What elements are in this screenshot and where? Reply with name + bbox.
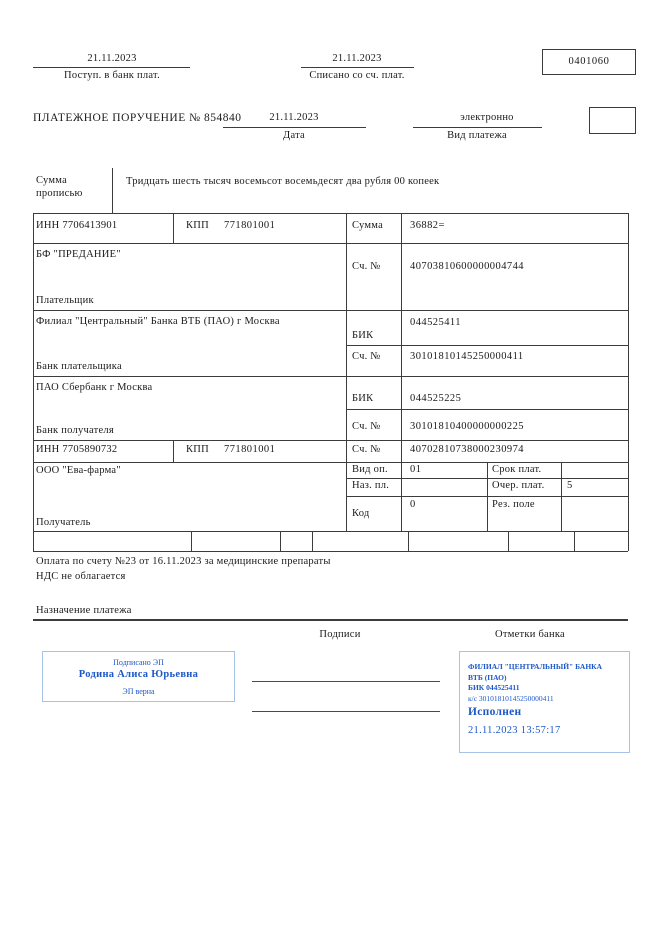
esignature-stamp-line-1: Подписано ЭП bbox=[113, 658, 164, 667]
payer-account-label: Сч. № bbox=[352, 261, 381, 272]
signature-line-2 bbox=[252, 711, 440, 712]
amount-label: Сумма bbox=[352, 220, 383, 231]
payer-inn: ИНН 7706413901 bbox=[36, 220, 118, 231]
grid-line bbox=[628, 213, 629, 551]
payer-section-label: Плательщик bbox=[36, 295, 94, 306]
payee-section-label: Получатель bbox=[36, 517, 91, 528]
grid-line bbox=[33, 462, 628, 463]
esignature-stamp bbox=[42, 651, 235, 702]
grid-line bbox=[346, 213, 347, 531]
payee-bank-account-label: Сч. № bbox=[352, 421, 381, 432]
signatures-label: Подписи bbox=[319, 629, 361, 640]
document-title: ПЛАТЕЖНОЕ ПОРУЧЕНИЕ № 854840 bbox=[33, 112, 242, 124]
payee-inn: ИНН 7705890732 bbox=[36, 444, 118, 455]
amount-value: 36882= bbox=[410, 220, 445, 231]
grid-line bbox=[33, 243, 628, 244]
debited-date-underline bbox=[301, 67, 414, 68]
payee-bank-section-label: Банк получателя bbox=[36, 425, 114, 436]
bank-stamp bbox=[459, 651, 630, 753]
payee-bank-bik-label: БИК bbox=[352, 393, 374, 404]
purpose-line-1: Оплата по счету №23 от 16.11.2023 за медицинские препараты bbox=[36, 556, 331, 567]
payee-bank-bik: 044525225 bbox=[410, 393, 462, 404]
purpose-section-label: Назначение платежа bbox=[36, 605, 132, 616]
received-in-bank-date: 21.11.2023 bbox=[87, 53, 137, 64]
debited-date: 21.11.2023 bbox=[332, 53, 382, 64]
grid-line bbox=[408, 531, 409, 551]
grid-line bbox=[33, 310, 628, 311]
grid-line bbox=[280, 531, 281, 551]
payer-name: БФ "ПРЕДАНИЕ" bbox=[36, 249, 121, 260]
signature-line-1 bbox=[252, 681, 440, 682]
received-date-underline bbox=[33, 67, 190, 68]
esignature-stamp-name: Родина Алиса Юрьевна bbox=[78, 669, 199, 680]
payee-name: ООО "Ева-фарма" bbox=[36, 465, 121, 476]
grid-line bbox=[173, 440, 174, 462]
grid-line bbox=[33, 440, 628, 441]
bank-stamp-bik: БИК 044525411 bbox=[468, 683, 520, 692]
grid-line bbox=[312, 531, 313, 551]
grid-line bbox=[33, 531, 628, 532]
payment-term-label: Срок плат. bbox=[492, 464, 542, 475]
payer-kpp-label: КПП bbox=[186, 220, 209, 231]
bank-marks-label: Отметки банка bbox=[495, 629, 565, 640]
document-date: 21.11.2023 bbox=[269, 112, 319, 123]
form-code-box bbox=[542, 49, 636, 75]
bank-stamp-datetime: 21.11.2023 13:57:17 bbox=[468, 725, 561, 736]
payee-bank-account: 30101810400000000225 bbox=[410, 421, 524, 432]
payer-bank-account-label: Сч. № bbox=[352, 351, 381, 362]
payer-bank-bik: 044525411 bbox=[410, 317, 461, 328]
grid-line bbox=[561, 462, 562, 531]
payee-account-label: Сч. № bbox=[352, 444, 381, 455]
grid-line bbox=[173, 213, 174, 243]
code-value: 0 bbox=[410, 499, 416, 510]
grid-line bbox=[487, 462, 488, 531]
form-code: 0401060 bbox=[568, 56, 610, 67]
payee-kpp-value: 771801001 bbox=[224, 444, 276, 455]
amount-words-label-1: Сумма bbox=[36, 175, 67, 186]
payer-kpp-value: 771801001 bbox=[224, 220, 276, 231]
code-label: Код bbox=[352, 508, 370, 519]
op-type-value: 01 bbox=[410, 464, 422, 475]
payment-kind-value: электронно bbox=[460, 112, 514, 123]
grid-line bbox=[191, 531, 192, 551]
grid-line bbox=[112, 168, 113, 213]
bank-stamp-bank-line-1: ФИЛИАЛ "ЦЕНТРАЛЬНЫЙ" БАНКА bbox=[468, 662, 603, 671]
esignature-stamp-line-3: ЭП верна bbox=[122, 687, 155, 696]
date-underline bbox=[223, 127, 366, 128]
grid-line bbox=[574, 531, 575, 551]
priority-value: 5 bbox=[567, 480, 573, 491]
payment-kind-underline bbox=[413, 127, 542, 128]
payee-kpp-label: КПП bbox=[186, 444, 209, 455]
grid-line bbox=[346, 345, 628, 346]
payment-purpose-code-label: Наз. пл. bbox=[352, 480, 390, 491]
amount-words-label-2: прописью bbox=[36, 188, 83, 199]
payer-bank-name: Филиал "Центральный" Банка ВТБ (ПАО) г Москва bbox=[36, 316, 280, 327]
payee-bank-name: ПАО Сбербанк г Москва bbox=[36, 382, 153, 393]
op-type-label: Вид оп. bbox=[352, 464, 388, 475]
payer-account: 40703810600000004744 bbox=[410, 261, 524, 272]
payee-account: 40702810738000230974 bbox=[410, 444, 524, 455]
payer-bank-bik-label: БИК bbox=[352, 330, 374, 341]
purpose-line-2: НДС не облагается bbox=[36, 571, 126, 582]
status-code-box bbox=[589, 107, 636, 134]
bank-stamp-bank-line-2: ВТБ (ПАО) bbox=[468, 673, 507, 682]
date-label: Дата bbox=[283, 130, 305, 141]
payer-bank-section-label: Банк плательщика bbox=[36, 361, 122, 372]
debited-label: Списано со сч. плат. bbox=[309, 70, 405, 81]
grid-line bbox=[346, 409, 628, 410]
received-in-bank-label: Поступ. в банк плат. bbox=[64, 70, 160, 81]
purpose-underline bbox=[33, 619, 628, 621]
grid-line bbox=[508, 531, 509, 551]
grid-line bbox=[33, 376, 628, 377]
grid-line bbox=[33, 213, 628, 214]
payment-kind-label: Вид платежа bbox=[447, 130, 507, 141]
amount-in-words: Тридцать шесть тысяч восемьсот восемьдесят два рубля 00 копеек bbox=[126, 176, 440, 187]
grid-line bbox=[33, 213, 34, 551]
priority-label: Очер. плат. bbox=[492, 480, 545, 491]
bank-stamp-status: Исполнен bbox=[468, 706, 522, 718]
bank-stamp-corr-account: к/с 30101810145250000411 bbox=[468, 694, 554, 703]
payer-bank-account: 30101810145250000411 bbox=[410, 351, 524, 362]
grid-line bbox=[33, 551, 628, 552]
grid-line bbox=[401, 213, 402, 531]
reserve-field-label: Рез. поле bbox=[492, 499, 535, 510]
